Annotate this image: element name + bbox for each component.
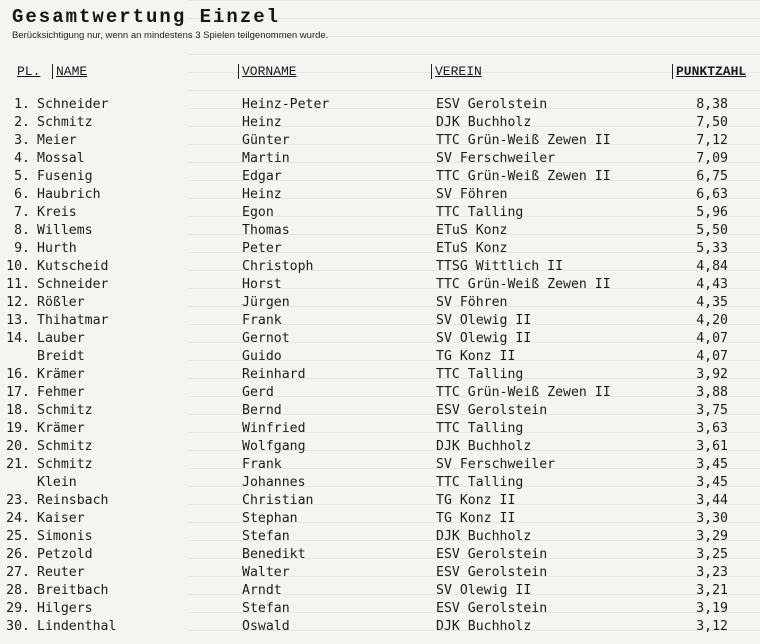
cell-rank: 8. xyxy=(14,223,30,238)
cell-vorname: Horst xyxy=(242,277,282,292)
cell-name: Schmitz xyxy=(37,457,93,472)
cell-punktzahl: 3,75 xyxy=(696,403,728,418)
cell-name: Lindenthal xyxy=(37,619,117,634)
table-row xyxy=(0,528,760,546)
cell-rank: 26. xyxy=(6,547,30,562)
cell-rank: 2. xyxy=(14,115,30,130)
table-row xyxy=(0,510,760,528)
cell-vorname: Egon xyxy=(242,205,274,220)
cell-vorname: Arndt xyxy=(242,583,282,598)
cell-punktzahl: 3,30 xyxy=(696,511,728,526)
cell-rank: 6. xyxy=(14,187,30,202)
table-row xyxy=(0,222,760,240)
table-row xyxy=(0,240,760,258)
cell-punktzahl: 7,09 xyxy=(696,151,728,166)
cell-punktzahl: 4,07 xyxy=(696,331,728,346)
cell-rank: 28. xyxy=(6,583,30,598)
cell-punktzahl: 6,63 xyxy=(696,187,728,202)
cell-vorname: Christian xyxy=(242,493,314,508)
cell-punktzahl: 3,92 xyxy=(696,367,728,382)
cell-rank: 19. xyxy=(6,421,30,436)
cell-rank: 5. xyxy=(14,169,30,184)
table-row xyxy=(0,492,760,510)
table-row xyxy=(0,438,760,456)
cell-verein: TG Konz II xyxy=(436,511,516,526)
cell-name: Schmitz xyxy=(37,115,93,130)
cell-name: Petzold xyxy=(37,547,93,562)
table-row xyxy=(0,330,760,348)
cell-vorname: Wolfgang xyxy=(242,439,306,454)
table-row xyxy=(0,132,760,150)
table-row xyxy=(0,150,760,168)
cell-punktzahl: 3,25 xyxy=(696,547,728,562)
cell-verein: ETuS Konz xyxy=(436,223,508,238)
cell-punktzahl: 5,33 xyxy=(696,241,728,256)
table-row xyxy=(0,204,760,222)
table-row xyxy=(0,258,760,276)
cell-rank: 10. xyxy=(6,259,30,274)
cell-verein: TTC Talling xyxy=(436,205,524,220)
cell-name: Willems xyxy=(37,223,93,238)
cell-name: Fusenig xyxy=(37,169,93,184)
cell-vorname: Oswald xyxy=(242,619,290,634)
table-row xyxy=(0,618,760,636)
cell-punktzahl: 3,44 xyxy=(696,493,728,508)
table-row xyxy=(0,186,760,204)
cell-punktzahl: 7,50 xyxy=(696,115,728,130)
cell-name: Reinsbach xyxy=(37,493,109,508)
cell-vorname: Heinz xyxy=(242,187,282,202)
cell-vorname: Guido xyxy=(242,349,282,364)
cell-name: Fehmer xyxy=(37,385,85,400)
cell-vorname: Johannes xyxy=(242,475,306,490)
cell-rank: 11. xyxy=(6,277,30,292)
table-row xyxy=(0,366,760,384)
cell-punktzahl: 4,07 xyxy=(696,349,728,364)
cell-punktzahl: 3,29 xyxy=(696,529,728,544)
cell-name: Simonis xyxy=(37,529,93,544)
cell-verein: TTC Grün-Weiß Zewen II xyxy=(436,385,611,400)
cell-name: Schneider xyxy=(37,97,109,112)
cell-vorname: Christoph xyxy=(242,259,314,274)
cell-verein: SV Föhren xyxy=(436,187,508,202)
cell-rank: 17. xyxy=(6,385,30,400)
cell-punktzahl: 3,23 xyxy=(696,565,728,580)
cell-punktzahl: 4,35 xyxy=(696,295,728,310)
cell-punktzahl: 3,45 xyxy=(696,457,728,472)
cell-name: Haubrich xyxy=(37,187,101,202)
cell-verein: DJK Buchholz xyxy=(436,115,532,130)
cell-name: Breidt xyxy=(37,349,85,364)
cell-vorname: Heinz xyxy=(242,115,282,130)
cell-vorname: Stefan xyxy=(242,529,290,544)
cell-vorname: Frank xyxy=(242,457,282,472)
cell-name: Krämer xyxy=(37,367,85,382)
header-verein: VEREIN xyxy=(431,64,482,79)
cell-rank: 20. xyxy=(6,439,30,454)
cell-vorname: Stephan xyxy=(242,511,298,526)
cell-rank: 12. xyxy=(6,295,30,310)
cell-name: Schmitz xyxy=(37,439,93,454)
cell-verein: SV Olewig II xyxy=(436,583,532,598)
table-row xyxy=(0,600,760,618)
cell-rank: 13. xyxy=(6,313,30,328)
cell-name: Reuter xyxy=(37,565,85,580)
cell-verein: DJK Buchholz xyxy=(436,439,532,454)
table-row xyxy=(0,294,760,312)
cell-rank: 1. xyxy=(14,97,30,112)
page-subtitle: Berücksichtigung nur, wenn an mindestens 3 Spielen teilgenommen wurde. xyxy=(12,30,329,41)
table-row xyxy=(0,420,760,438)
cell-verein: TG Konz II xyxy=(436,493,516,508)
cell-name: Rößler xyxy=(37,295,85,310)
page-title: Gesamtwertung Einzel xyxy=(12,6,281,28)
cell-rank: 3. xyxy=(14,133,30,148)
cell-verein: SV Olewig II xyxy=(436,313,532,328)
cell-punktzahl: 3,19 xyxy=(696,601,728,616)
cell-rank: 27. xyxy=(6,565,30,580)
cell-rank: 14. xyxy=(6,331,30,346)
cell-vorname: Gernot xyxy=(242,331,290,346)
cell-punktzahl: 4,43 xyxy=(696,277,728,292)
cell-rank: 25. xyxy=(6,529,30,544)
table-row xyxy=(0,546,760,564)
cell-verein: TTC Talling xyxy=(436,475,524,490)
table-row xyxy=(0,456,760,474)
table-row xyxy=(0,168,760,186)
cell-punktzahl: 7,12 xyxy=(696,133,728,148)
cell-punktzahl: 5,96 xyxy=(696,205,728,220)
cell-verein: TG Konz II xyxy=(436,349,516,364)
cell-name: Kaiser xyxy=(37,511,85,526)
cell-punktzahl: 4,84 xyxy=(696,259,728,274)
cell-name: Breitbach xyxy=(37,583,109,598)
header-pl: PL. xyxy=(17,64,41,79)
header-vorname: VORNAME xyxy=(238,64,297,79)
cell-vorname: Bernd xyxy=(242,403,282,418)
cell-rank: 16. xyxy=(6,367,30,382)
cell-vorname: Heinz-Peter xyxy=(242,97,330,112)
cell-vorname: Martin xyxy=(242,151,290,166)
table-row xyxy=(0,474,760,492)
table-row xyxy=(0,564,760,582)
cell-punktzahl: 3,21 xyxy=(696,583,728,598)
cell-verein: SV Ferschweiler xyxy=(436,151,556,166)
cell-punktzahl: 8,38 xyxy=(696,97,728,112)
cell-verein: SV Föhren xyxy=(436,295,508,310)
cell-vorname: Winfried xyxy=(242,421,306,436)
cell-vorname: Benedikt xyxy=(242,547,306,562)
cell-verein: ESV Gerolstein xyxy=(436,565,548,580)
cell-rank: 30. xyxy=(6,619,30,634)
cell-name: Hurth xyxy=(37,241,77,256)
cell-verein: ESV Gerolstein xyxy=(436,97,548,112)
cell-punktzahl: 4,20 xyxy=(696,313,728,328)
table-row xyxy=(0,384,760,402)
cell-name: Kreis xyxy=(37,205,77,220)
cell-verein: ETuS Konz xyxy=(436,241,508,256)
cell-rank: 24. xyxy=(6,511,30,526)
cell-punktzahl: 5,50 xyxy=(696,223,728,238)
cell-punktzahl: 3,45 xyxy=(696,475,728,490)
cell-rank: 18. xyxy=(6,403,30,418)
header-name: NAME xyxy=(52,64,87,79)
cell-punktzahl: 3,12 xyxy=(696,619,728,634)
cell-vorname: Stefan xyxy=(242,601,290,616)
cell-punktzahl: 3,88 xyxy=(696,385,728,400)
cell-name: Krämer xyxy=(37,421,85,436)
table-row xyxy=(0,312,760,330)
cell-vorname: Thomas xyxy=(242,223,290,238)
table-row xyxy=(0,348,760,366)
cell-verein: ESV Gerolstein xyxy=(436,403,548,418)
cell-name: Hilgers xyxy=(37,601,93,616)
cell-name: Schneider xyxy=(37,277,109,292)
table-row xyxy=(0,582,760,600)
cell-name: Thihatmar xyxy=(37,313,109,328)
cell-rank: 23. xyxy=(6,493,30,508)
cell-vorname: Peter xyxy=(242,241,282,256)
cell-rank: 29. xyxy=(6,601,30,616)
cell-verein: DJK Buchholz xyxy=(436,529,532,544)
cell-punktzahl: 6,75 xyxy=(696,169,728,184)
table-row xyxy=(0,276,760,294)
cell-verein: TTC Grün-Weiß Zewen II xyxy=(436,277,611,292)
cell-verein: ESV Gerolstein xyxy=(436,601,548,616)
table-row xyxy=(0,402,760,420)
cell-vorname: Jürgen xyxy=(242,295,290,310)
cell-vorname: Frank xyxy=(242,313,282,328)
cell-vorname: Edgar xyxy=(242,169,282,184)
cell-name: Kutscheid xyxy=(37,259,109,274)
cell-rank: 21. xyxy=(6,457,30,472)
cell-rank: 4. xyxy=(14,151,30,166)
table-header xyxy=(0,64,760,84)
cell-vorname: Walter xyxy=(242,565,290,580)
cell-vorname: Gerd xyxy=(242,385,274,400)
cell-verein: SV Ferschweiler xyxy=(436,457,556,472)
cell-rank: 7. xyxy=(14,205,30,220)
cell-vorname: Günter xyxy=(242,133,290,148)
cell-punktzahl: 3,63 xyxy=(696,421,728,436)
cell-name: Klein xyxy=(37,475,77,490)
header-punktzahl: PUNKTZAHL xyxy=(672,64,746,79)
cell-verein: DJK Buchholz xyxy=(436,619,532,634)
cell-name: Meier xyxy=(37,133,77,148)
cell-verein: TTC Grün-Weiß Zewen II xyxy=(436,169,611,184)
cell-verein: TTC Grün-Weiß Zewen II xyxy=(436,133,611,148)
cell-name: Lauber xyxy=(37,331,85,346)
table-row xyxy=(0,96,760,114)
cell-name: Schmitz xyxy=(37,403,93,418)
cell-verein: SV Olewig II xyxy=(436,331,532,346)
cell-verein: TTC Talling xyxy=(436,421,524,436)
cell-punktzahl: 3,61 xyxy=(696,439,728,454)
table-row xyxy=(0,114,760,132)
cell-name: Mossal xyxy=(37,151,85,166)
cell-verein: TTSG Wittlich II xyxy=(436,259,564,274)
cell-verein: TTC Talling xyxy=(436,367,524,382)
cell-rank: 9. xyxy=(14,241,30,256)
cell-verein: ESV Gerolstein xyxy=(436,547,548,562)
cell-vorname: Reinhard xyxy=(242,367,306,382)
